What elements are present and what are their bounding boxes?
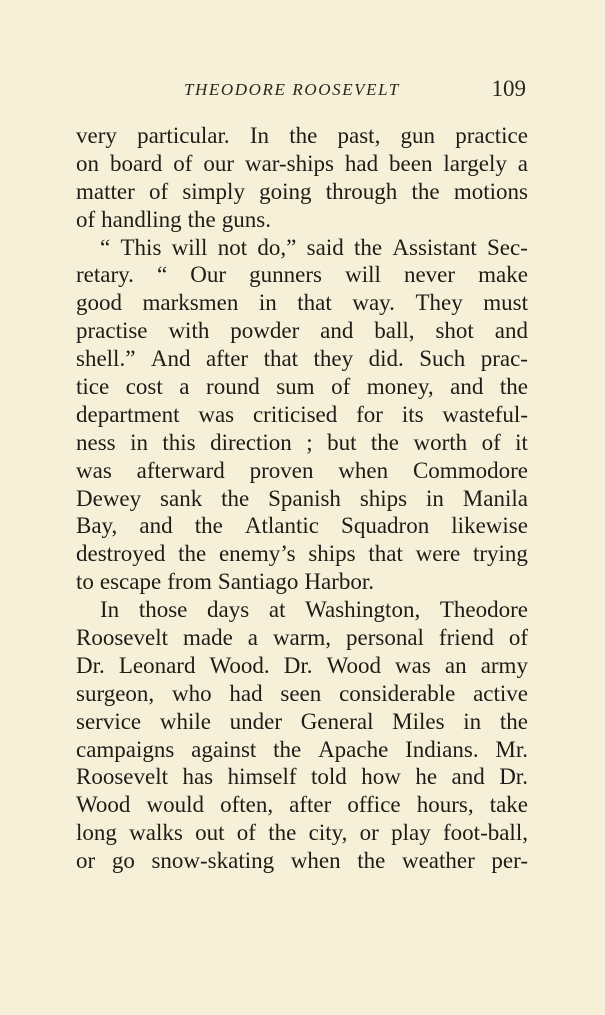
text-line: matter of simply going through the motions [76,178,528,204]
text-line: Roosevelt made a warm, personal friend of [76,625,528,651]
body-text [76,122,528,875]
text-line: destroyed the enemy’s ships that were trying [76,541,528,567]
text-line: practise with powder and ball, shot and [76,318,528,344]
text-line: Roosevelt has himself told how he and Dr. [76,764,528,790]
text-line: service while under General Miles in the [76,708,528,734]
text-line: on board of our war-ships had been largely a [76,150,528,176]
text-line: of handling the guns. [76,206,271,232]
text-line: retary. “ Our gunners will never make [76,262,528,288]
text-line: surgeon, who had seen considerable active [76,680,528,706]
text-line: Wood would often, after office hours, take [76,792,528,818]
text-line: very particular. In the past, gun practice [76,123,528,148]
running-title: THEODORE ROOSEVELT [184,80,400,99]
text-line: campaigns against the Apache Indians. Mr. [76,736,528,762]
page-number: 109 [491,76,526,101]
running-head [76,76,528,106]
text-line: to escape from Santiago Harbor. [76,569,375,595]
text-line: or go snow-skating when the weather per- [76,848,528,874]
text-line: Dewey sank the Spanish ships in Manila [76,485,528,511]
text-line: department was criticised for its wasteful- [76,401,528,427]
text-line: In those days at Washington, Theodore [100,597,528,623]
text-line: Bay, and the Atlantic Squadron likewise [76,513,528,539]
text-line: ness in this direction ; but the worth of it [76,429,528,455]
text-line: was afterward proven when Commodore [76,457,528,483]
text-line: Dr. Leonard Wood. Dr. Wood was an army [76,652,528,678]
text-line: good marksmen in that way. They must [76,290,528,316]
text-line: long walks out of the city, or play foot-ball, [76,820,528,846]
text-line: shell.” And after that they did. Such prac- [76,346,528,372]
text-line: tice cost a round sum of money, and the [76,374,528,400]
text-line: “ This will not do,” said the Assistant Sec- [100,234,528,260]
